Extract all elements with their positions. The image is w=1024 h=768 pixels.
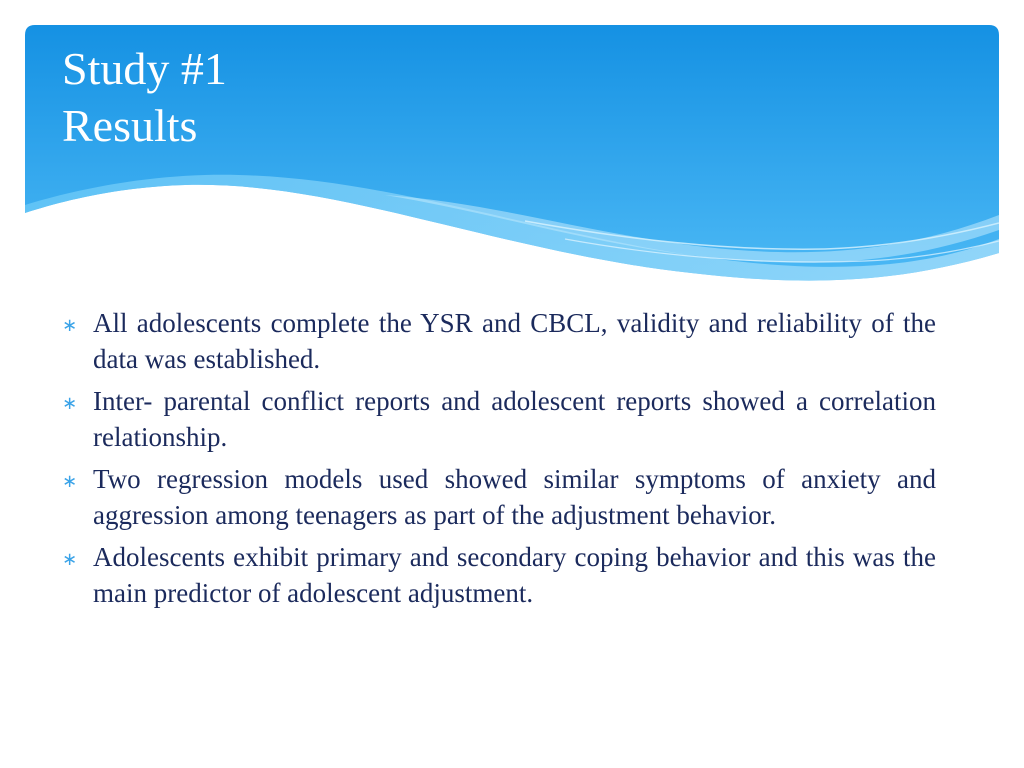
- bullet-item: [62, 383, 936, 455]
- slide-title: [62, 40, 227, 154]
- bullet-item: [62, 305, 936, 377]
- title-line-1: Study #1: [62, 43, 227, 94]
- bullet-text: Two regression models used showed similar symptoms of anxiety and aggression among teenagers as part of the adjustment behavior.: [93, 464, 936, 530]
- bullet-text: Adolescents exhibit primary and secondary coping behavior and this was the main predictor of adolescent adjustment.: [93, 542, 936, 608]
- title-line-2: Results: [62, 100, 198, 151]
- asterisk-bullet-icon: ∗: [62, 393, 78, 414]
- asterisk-bullet-icon: ∗: [62, 315, 78, 336]
- bullet-list: [62, 305, 936, 617]
- bullet-text: All adolescents complete the YSR and CBCL, validity and reliability of the data was established.: [93, 308, 936, 374]
- bullet-item: [62, 539, 936, 611]
- bullet-text: Inter- parental conflict reports and adolescent reports showed a correlation relationship.: [93, 386, 936, 452]
- asterisk-bullet-icon: ∗: [62, 549, 78, 570]
- bullet-item: [62, 461, 936, 533]
- asterisk-bullet-icon: ∗: [62, 471, 78, 492]
